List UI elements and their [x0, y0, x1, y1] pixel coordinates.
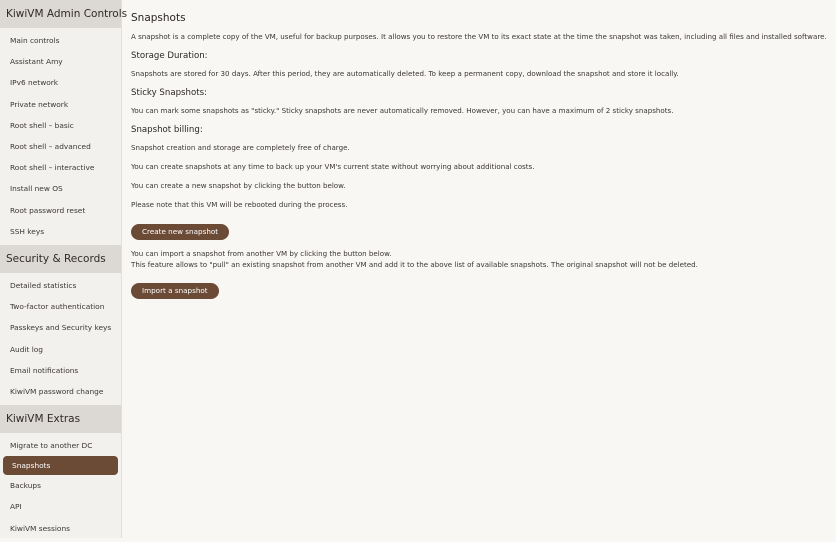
billing-text-free: Snapshot creation and storage are completely free of charge.	[131, 143, 350, 152]
sidebar-section-kiwivm-admin-controls: KiwiVM Admin Controls	[0, 0, 121, 28]
sidebar-item-root-shell-advanced[interactable]: Root shell – advanced	[10, 142, 91, 152]
sidebar-item-ssh-keys[interactable]: SSH keys	[10, 226, 45, 236]
page-title: Snapshots	[131, 12, 186, 24]
sidebar-item-migrate-to-another-dc[interactable]: Migrate to another DC	[10, 441, 93, 451]
sidebar-section-kiwivm-extras: KiwiVM Extras	[0, 405, 121, 433]
sidebar-list	[0, 273, 121, 405]
sidebar-item-snapshots[interactable]: Snapshots	[3, 456, 118, 475]
sidebar-section-security-records: Security & Records	[0, 245, 121, 273]
sidebar-item-two-factor-authentication[interactable]: Two-factor authentication	[10, 302, 105, 312]
sidebar-item-api[interactable]: API	[10, 502, 22, 512]
sidebar-item-root-password-reset[interactable]: Root password reset	[10, 205, 86, 215]
sidebar-item-ipv6-network[interactable]: IPv6 network	[10, 78, 59, 88]
sidebar-list	[0, 28, 121, 245]
sidebar-item-install-new-os[interactable]: Install new OS	[10, 184, 63, 194]
billing-heading: Snapshot billing:	[131, 125, 203, 135]
create-button-wrap	[131, 219, 827, 240]
sidebar-item-passkeys-and-security-keys[interactable]: Passkeys and Security keys	[10, 323, 112, 333]
billing-text-anytime: You can create snapshots at any time to back up your VM's current state without worrying about additional costs.	[131, 162, 535, 171]
sidebar-item-private-network[interactable]: Private network	[10, 99, 69, 109]
billing-text-reboot: Please note that this VM will be rebooted during the process.	[131, 200, 348, 209]
import-text: You can import a snapshot from another VM by clicking the button below.	[131, 249, 392, 258]
sticky-text: You can mark some snapshots as "sticky." Sticky snapshots are never automatically removed. However, you can have a maximum of 2 sticky snapshots.	[131, 106, 674, 115]
sticky-heading: Sticky Snapshots:	[131, 88, 207, 98]
sidebar-item-root-shell-interactive[interactable]: Root shell – interactive	[10, 163, 95, 173]
sidebar-item-kiwivm-password-change[interactable]: KiwiVM password change	[10, 386, 104, 396]
sidebar	[0, 0, 128, 538]
sidebar-item-detailed-statistics[interactable]: Detailed statistics	[10, 280, 77, 290]
sidebar-item-root-shell-basic[interactable]: Root shell – basic	[10, 120, 74, 130]
intro-text: A snapshot is a complete copy of the VM, useful for backup purposes. It allows you to restore the VM to its exact state at the time the snapshot was taken, including all files and installed software.	[131, 32, 827, 41]
import-button-wrap	[131, 278, 827, 299]
create-snapshot-button[interactable]: Create new snapshot	[131, 224, 229, 240]
sidebar-item-audit-log[interactable]: Audit log	[10, 344, 43, 354]
storage-heading: Storage Duration:	[131, 51, 208, 61]
sidebar-item-assistant-amy[interactable]: Assistant Amy	[10, 57, 63, 67]
billing-text-create: You can create a new snapshot by clicking the button below.	[131, 181, 346, 190]
import-snapshot-button[interactable]: Import a snapshot	[131, 283, 219, 299]
storage-text: Snapshots are stored for 30 days. After this period, they are automatically deleted. To keep a permanent copy, download the snapshot and store it locally.	[131, 69, 679, 78]
sidebar-item-kiwivm-sessions[interactable]: KiwiVM sessions	[10, 523, 70, 533]
sidebar-item-email-notifications[interactable]: Email notifications	[10, 365, 79, 375]
import-description: This feature allows to "pull" an existing snapshot from another VM and add it to the above list of available snapshots. The original snapshot will not be deleted.	[131, 260, 698, 269]
sidebar-item-main-controls[interactable]: Main controls	[10, 36, 60, 46]
sidebar-item-backups[interactable]: Backups	[10, 481, 41, 491]
main-content	[122, 0, 836, 538]
sidebar-list	[0, 433, 121, 542]
